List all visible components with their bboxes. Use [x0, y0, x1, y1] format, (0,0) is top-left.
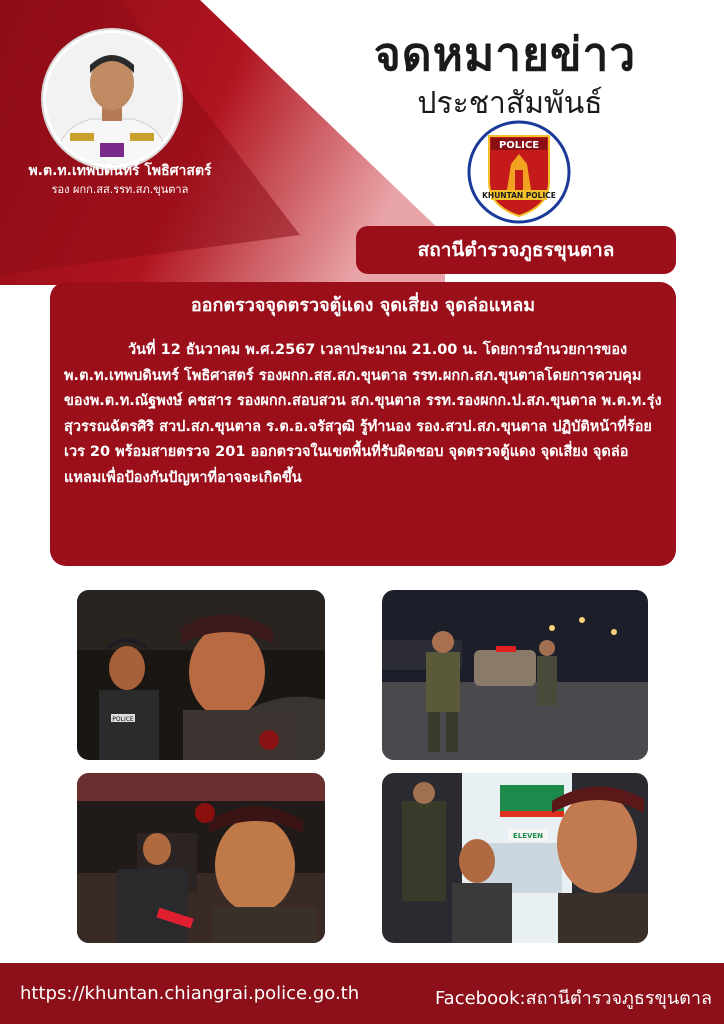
person-position: รอง ผกก.สส.รรท.สภ.ขุนตาล [51, 183, 189, 196]
photo-patrol-car [382, 590, 648, 760]
photo-officers-at-night-2 [77, 773, 325, 943]
website-link[interactable]: https://khuntan.chiangrai.police.go.th [20, 983, 360, 1004]
photo-convenience-store [382, 773, 648, 943]
station-label: สถานีตำรวจภูธรขุนตาล [356, 226, 676, 274]
article-card [50, 282, 676, 566]
svg-text:ELEVEN: ELEVEN [512, 832, 544, 840]
svg-text:KHUNTAN POLICE: KHUNTAN POLICE [482, 191, 556, 200]
page-title: จดหมายข่าว [373, 27, 637, 81]
page-subtitle: ประชาสัมพันธ์ [417, 86, 603, 121]
facebook-link[interactable]: Facebook:สถานีตำรวจภูธรขุนตาล [434, 988, 712, 1009]
article-headline: ออกตรวจจุดตรวจตู้แดง จุดเสี่ยง จุดล่อแหลม [190, 295, 536, 316]
police-badge-icon [467, 120, 571, 224]
svg-text:POLICE: POLICE [112, 716, 134, 723]
photo-officers-at-night-1 [77, 590, 325, 760]
footer [0, 963, 724, 1024]
svg-text:POLICE: POLICE [498, 140, 540, 151]
person-name: พ.ต.ท.เทพบดินทร์ โพธิศาสตร์ [28, 163, 212, 179]
avatar [43, 30, 181, 168]
article-body: วันที่ 12 ธันวาคม พ.ศ.2567 เวลาประมาณ 21.00 น. โดยการอำนวยการของพ.ต.ท.เทพบดินทร์ โพธิศาสตร์ รองผกก.สส.สภ.ขุนตาล รรท.ผกก.สภ.ขุนตาลโดยการควบคุมของพ.ต.ท.ณัฐพงษ์ คชสาร รองผกก.สอบสวน สภ.ขุนตาล รรท.รองผกก.ป.สภ.ขุนตาล พ.ต.ท.รุ่ง สุวรรณฉัตรศิริ สวป.สภ.ขุนตาล ร.ต.อ.จรัสวุฒิ รู้ทำนอง รอง.สวป.สภ.ขุนตาล ปฏิบัติหน้าที่ร้อยเวร 20 พร้อมสายตรวจ 201 ออกตรวจในเขตพื้นที่รับผิดชอบ จุดตรวจตู้แดง จุดเสี่ยง จุดล่อแหลมเพื่อป้องกันปัญหาที่อาจจะเกิดขึ้น [64, 342, 662, 486]
